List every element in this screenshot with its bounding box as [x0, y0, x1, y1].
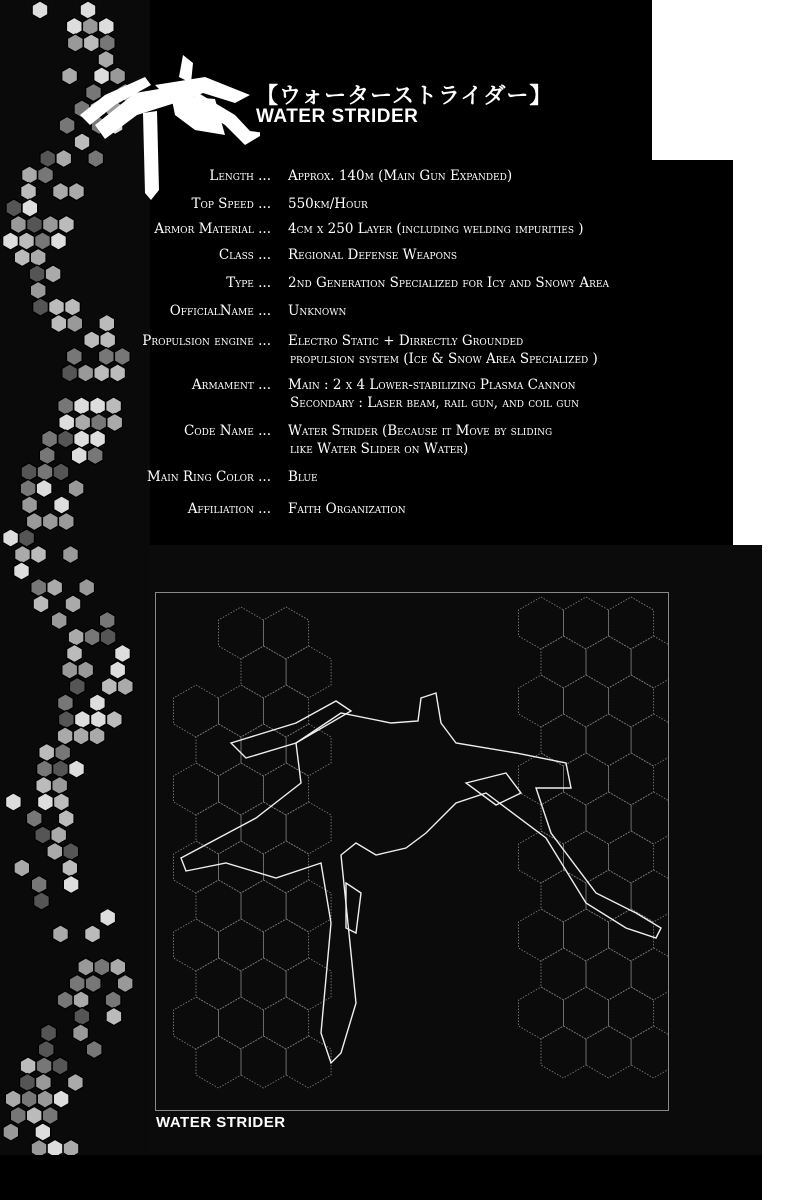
hexagon-cell — [57, 991, 73, 1009]
hexagon-cell — [34, 892, 50, 910]
hexagon-cell — [14, 859, 30, 877]
hexagon-cell — [27, 513, 43, 531]
hexagon-cell — [100, 909, 116, 927]
hexagon-cell — [78, 661, 94, 679]
hexagon-cell — [59, 513, 75, 531]
hexagon-cell — [19, 529, 35, 547]
hexagon-outline — [609, 831, 654, 883]
hexagon-outline — [586, 636, 631, 688]
hexagon-cell — [5, 1090, 21, 1108]
hexagon-outline — [586, 870, 631, 922]
hexagon-cell — [42, 430, 58, 448]
spec-value: 4cm x 250 Layer (including welding impurities ) — [288, 221, 584, 237]
hexagon-outline — [541, 870, 586, 922]
spec-value-continued: Secondary : Laser beam, rail gun, and coil gun — [290, 395, 579, 411]
hexagon-cell — [14, 562, 30, 580]
hexagon-outline — [564, 987, 609, 1039]
hexagon-outline — [196, 958, 241, 1010]
hexagon-cell — [49, 298, 65, 316]
hexagon-cell — [21, 463, 37, 481]
hexagon-outline — [286, 724, 331, 776]
spec-value: Electro Static + Dirrectly Grounded — [288, 333, 524, 349]
hexagon-outline — [241, 802, 286, 854]
hexagon-cell — [80, 1, 96, 19]
hexagon-cell — [33, 298, 49, 316]
hexagon-cell — [40, 150, 56, 168]
hexagon-cell — [110, 661, 126, 679]
spec-label: Armament ... — [191, 377, 271, 393]
hexagon-outline — [264, 607, 309, 659]
hexagon-cell — [106, 1008, 122, 1026]
hexagon-cell — [37, 760, 53, 778]
hexagon-cell — [14, 249, 30, 267]
hexagon-cell — [107, 414, 123, 432]
hexagon-cell — [100, 34, 116, 52]
title-english: WATER STRIDER — [256, 106, 419, 127]
hexagon-cell — [110, 958, 126, 976]
hexagon-cell — [78, 364, 94, 382]
hexagon-cell — [51, 315, 67, 333]
figure-caption: WATER STRIDER — [156, 1114, 286, 1131]
hexagon-cell — [22, 496, 38, 514]
hexagon-cell — [65, 595, 81, 613]
hexagon-cell — [74, 1008, 90, 1026]
hexagon-cell — [33, 595, 49, 613]
hexagon-cell — [59, 117, 75, 135]
hexagon-outline — [586, 1026, 631, 1078]
water-strider-line-art — [156, 593, 668, 1110]
hexagon-cell — [58, 694, 74, 712]
spec-label: Main Ring Color ... — [146, 469, 271, 485]
hexagon-outline — [631, 714, 668, 766]
hexagon-cell — [106, 397, 122, 415]
hexagon-cell — [47, 843, 63, 861]
hexagon-cell — [83, 18, 99, 36]
hexagon-cell — [52, 777, 68, 795]
spec-value: Regional Defense Weapons — [288, 247, 458, 263]
spec-value: Unknown — [288, 303, 347, 319]
hexagon-outline — [519, 831, 564, 883]
hexagon-outline — [586, 948, 631, 1000]
hexagon-outline — [174, 919, 219, 971]
hexagon-cell — [102, 678, 118, 696]
hexagon-cell — [87, 447, 103, 465]
hexagon-cell — [63, 876, 79, 894]
hexagon-cell — [90, 397, 106, 415]
spec-label: OfficialName ... — [169, 303, 271, 319]
hexagon-outline — [264, 841, 309, 893]
hexagon-cell — [3, 232, 19, 250]
hexagon-cell — [94, 364, 110, 382]
hexagon-cell — [43, 216, 59, 234]
bottom-strip — [0, 1155, 150, 1200]
hexagon-outline — [564, 831, 609, 883]
hexagon-cell — [85, 925, 101, 943]
hexagon-cell — [59, 216, 75, 234]
hexagon-outline — [196, 880, 241, 932]
hexagon-cell — [115, 348, 131, 366]
hexagon-cell — [36, 777, 52, 795]
spec-value: 550km/Hour — [288, 196, 368, 212]
spec-label: Affiliation ... — [187, 501, 271, 517]
spec-label: Propulsion engine ... — [142, 333, 271, 349]
hexagon-outline — [631, 636, 668, 688]
spec-label: Code Name ... — [183, 423, 271, 439]
hexagon-cell — [52, 1057, 68, 1075]
hexagon-cell — [20, 1057, 36, 1075]
hexagon-cell — [54, 496, 70, 514]
margin-top-right — [652, 0, 803, 160]
hexagon-cell — [43, 513, 59, 531]
hexagon-cell — [56, 150, 72, 168]
hexagon-cell — [32, 1, 48, 19]
hexagon-cell — [45, 265, 61, 283]
hexagon-cell — [55, 744, 71, 762]
hexagon-cell — [67, 315, 83, 333]
hexagon-cell — [54, 793, 70, 811]
hexagon-outline — [241, 724, 286, 776]
spec-value: Water Strider (Because it Move by sliding — [288, 423, 553, 439]
hexagon-outline — [219, 763, 264, 815]
hexagon-cell — [85, 975, 101, 993]
hexagon-outline — [286, 646, 331, 698]
hexagon-cell — [74, 430, 90, 448]
hexagon-outline — [609, 753, 654, 805]
hexagon-cell — [21, 183, 37, 201]
hexagon-outline — [286, 802, 331, 854]
hexagon-cell — [53, 463, 69, 481]
hexagon-cell — [62, 661, 78, 679]
bottom-band — [150, 1155, 762, 1200]
hexagon-cell — [90, 430, 106, 448]
hexagon-cell — [27, 810, 43, 828]
hexagon-cell — [31, 876, 47, 894]
hexagon-outline — [219, 919, 264, 971]
hexagon-cell — [3, 1123, 19, 1141]
hexagon-cell — [71, 447, 87, 465]
hexagon-cell — [38, 1041, 54, 1059]
hexagon-cell — [63, 843, 79, 861]
hexagon-cell — [36, 480, 52, 498]
hexagon-outline — [241, 1036, 286, 1088]
hexagon-cell — [38, 166, 54, 184]
hexagon-cell — [117, 975, 133, 993]
hexagon-outline — [609, 675, 654, 727]
hexagon-cell — [91, 711, 107, 729]
hexagon-cell — [19, 232, 35, 250]
hexagon-cell — [37, 1090, 53, 1108]
hexagon-cell — [53, 183, 69, 201]
hexagon-cell — [22, 199, 37, 217]
hexagon-cell — [90, 694, 106, 712]
hexagon-outline — [631, 870, 668, 922]
title-japanese: 【ウォーターストライダー】 — [256, 83, 553, 108]
hexagon-outline — [174, 763, 219, 815]
hexagon-cell — [37, 463, 53, 481]
hexagon-cell — [6, 199, 22, 217]
hexagon-cell — [15, 546, 31, 564]
hexagon-outline — [219, 685, 264, 737]
hexagon-cell — [21, 1090, 37, 1108]
hexagon-cell — [51, 612, 67, 630]
hexagon-cell — [53, 925, 69, 943]
hexagon-outline — [541, 948, 586, 1000]
hexagon-cell — [26, 1107, 42, 1125]
hexagon-cell — [84, 628, 100, 646]
hexagon-cell — [62, 364, 78, 382]
hexagon-outline — [241, 646, 286, 698]
hexagon-cell — [39, 744, 55, 762]
hexagon-cell — [99, 315, 115, 333]
hexagon-cell — [62, 859, 78, 877]
hexagon-cell — [29, 265, 45, 283]
hexagon-outline — [631, 792, 668, 844]
hexagon-outline — [564, 753, 609, 805]
hexagon-outline — [241, 880, 286, 932]
hexagon-cell — [35, 232, 51, 250]
hexagon-cell — [73, 727, 89, 745]
hexagon-cell — [59, 810, 75, 828]
hexagon-outline — [631, 948, 668, 1000]
hexagon-cell — [31, 546, 47, 564]
hexagon-outline — [519, 987, 564, 1039]
hexagon-outline — [174, 997, 219, 1049]
hexagon-cell — [6, 793, 22, 811]
hexagon-cell — [11, 216, 27, 234]
hexagon-cell — [73, 1024, 89, 1042]
figure-frame — [155, 592, 669, 1111]
hexagon-cell — [30, 249, 46, 267]
hexagon-cell — [70, 678, 86, 696]
hexagon-cell — [69, 975, 85, 993]
hexagon-cell — [68, 480, 84, 498]
hexagon-cell — [69, 760, 85, 778]
hexagon-cell — [57, 727, 73, 745]
hexagon-cell — [78, 958, 94, 976]
hexagon-outline — [541, 1026, 586, 1078]
hexagon-cell — [89, 727, 105, 745]
hexagon-cell — [86, 1041, 102, 1059]
hexagon-outline — [219, 997, 264, 1049]
hexagon-outline — [519, 675, 564, 727]
spec-label: Top Speed ... — [191, 196, 271, 212]
hexagon-cell — [42, 1107, 58, 1125]
hexagon-outline — [564, 597, 609, 649]
hexagon-cell — [67, 348, 83, 366]
hexagon-outline — [519, 909, 564, 961]
hexagon-cell — [58, 397, 74, 415]
hexagon-cell — [75, 414, 91, 432]
hexagon-cell — [100, 628, 116, 646]
hexagon-outline — [286, 880, 331, 932]
spec-value-continued: propulsion system (Ice & Snow Area Specialized ) — [290, 351, 598, 367]
hexagon-cell — [100, 331, 116, 349]
hexagon-cell — [99, 612, 115, 630]
spec-value: Main : 2 x 4 Lower-stabilizing Plasma Cannon — [288, 377, 576, 393]
hexagon-cell — [74, 397, 90, 415]
hexagon-outline — [519, 597, 564, 649]
hexagon-cell — [67, 18, 83, 36]
spec-label: Class ... — [218, 247, 271, 263]
hexagon-cell — [59, 414, 75, 432]
hexagon-cell — [27, 216, 43, 234]
hexagon-cell — [73, 991, 89, 1009]
hexagon-cell — [20, 480, 36, 498]
hexagon-cell — [107, 711, 123, 729]
hexagon-cell — [79, 579, 95, 597]
hexagon-outline — [564, 909, 609, 961]
hexagon-outline — [219, 607, 264, 659]
hexagon-outline — [174, 841, 219, 893]
hexagon-outline — [609, 597, 654, 649]
hexagon-cell — [110, 364, 126, 382]
hexagon-cell — [63, 546, 79, 564]
hexagon-cell — [41, 1024, 57, 1042]
hexagon-cell — [10, 1107, 26, 1125]
spec-label: Length ... — [209, 168, 271, 184]
hexagon-cell — [36, 1074, 52, 1092]
hexagon-cell — [53, 760, 69, 778]
hexagon-cell — [84, 331, 100, 349]
hexagon-outline — [541, 792, 586, 844]
hexagon-cell — [35, 826, 51, 844]
hexagon-cell — [30, 282, 46, 300]
hexagon-outline — [264, 685, 309, 737]
hexagon-cell — [75, 711, 91, 729]
hexagon-cell — [31, 579, 47, 597]
hexagon-outline — [196, 1036, 241, 1088]
hexagon-cell — [118, 678, 134, 696]
hexagon-cell — [51, 826, 67, 844]
hexagon-outline — [264, 919, 309, 971]
hexagon-cell — [53, 1090, 69, 1108]
hexagon-cell — [59, 711, 75, 729]
spec-value: Faith Organization — [288, 501, 406, 517]
hexagon-outline — [564, 675, 609, 727]
hexagon-cell — [115, 645, 131, 663]
hexagon-cell — [47, 579, 63, 597]
hexagon-outline — [586, 714, 631, 766]
hexagon-outline — [196, 724, 241, 776]
hexagon-cell — [51, 232, 67, 250]
hexagon-outline — [174, 685, 219, 737]
hexagon-cell — [68, 34, 84, 52]
hexagon-cell — [22, 166, 38, 184]
spec-value: Approx. 140m (Main Gun Expanded) — [288, 168, 513, 184]
hexagon-cell — [65, 298, 81, 316]
hexagon-cell — [58, 430, 74, 448]
hexagon-cell — [91, 414, 107, 432]
hexagon-cell — [68, 628, 84, 646]
hexagon-cell — [99, 348, 115, 366]
margin-bottom-right — [762, 545, 803, 1155]
hexagon-cell — [99, 18, 115, 36]
hexagon-cell — [67, 645, 83, 663]
hexagon-cell — [39, 447, 55, 465]
spec-value: Blue — [288, 469, 318, 485]
hexagon-cell — [68, 1074, 84, 1092]
hexagon-outline — [264, 997, 309, 1049]
hexagon-cell — [36, 1057, 52, 1075]
hexagon-outline — [586, 792, 631, 844]
hexagon-cell — [105, 991, 121, 1009]
hexagon-cell — [94, 958, 110, 976]
spec-label: Type ... — [226, 275, 271, 291]
hexagon-cell — [35, 1123, 51, 1141]
hexagon-cell — [84, 34, 100, 52]
margin-mid-right — [733, 160, 803, 545]
hexagon-cell — [38, 793, 54, 811]
hexagon-outline — [541, 636, 586, 688]
hexagon-cell — [20, 1074, 36, 1092]
hexagon-outline — [631, 1026, 668, 1078]
hexagon-outline — [241, 958, 286, 1010]
spec-value: 2nd Generation Specialized for Icy and Snowy Area — [288, 275, 609, 291]
hexagon-outline — [609, 987, 654, 1039]
spec-label: Armor Material ... — [154, 221, 271, 237]
spec-value-continued: like Water Slider on Water) — [290, 441, 469, 457]
hexagon-cell — [3, 529, 19, 547]
hexagon-outline — [541, 714, 586, 766]
